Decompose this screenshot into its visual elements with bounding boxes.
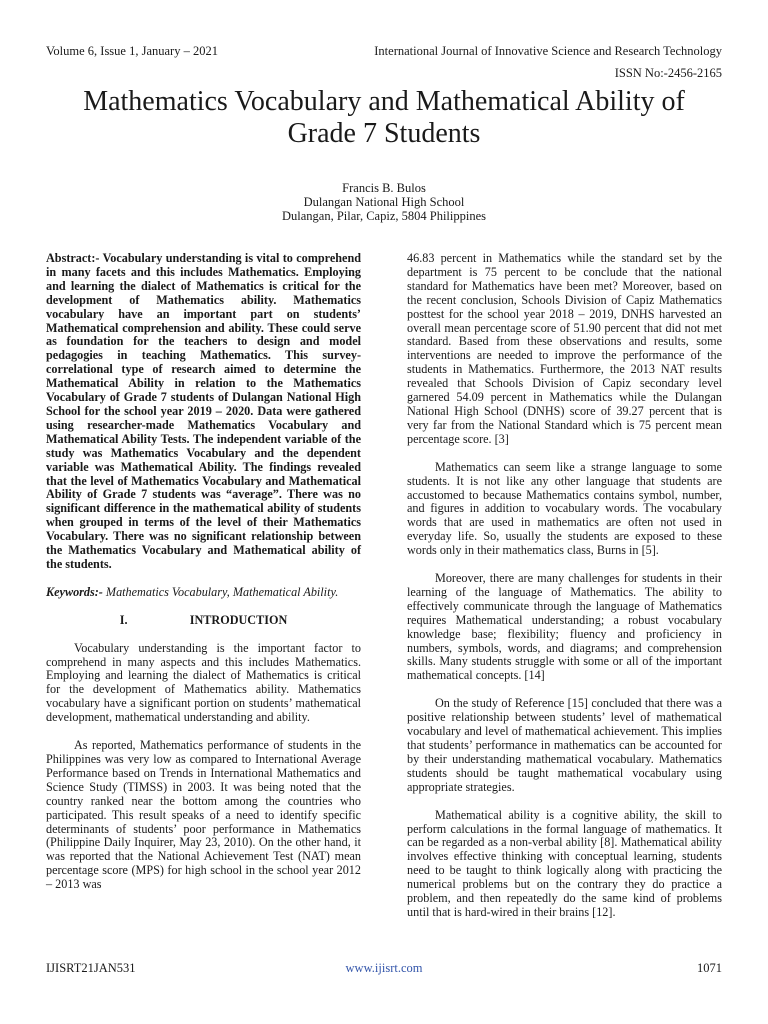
paragraph: Mathematics can seem like a strange language to some students. It is not like any other language that students are accustomed to because Mathematics contains symbol, number, and figures in addition to vocabulary words. The vocabulary words that are used in mathematics are often not used in everyday life. So, usually the students are exposed to these words only in their mathematics class, Burns in [5]. [407, 459, 722, 558]
keywords [46, 586, 361, 600]
paragraph: Mathematical ability is a cognitive ability, the skill to perform calculations in the formal language of mathematics. It can be regarded as a non-verbal ability [8]. Mathematical ability involves effective thinking with conceptual learning, students need to be taught to think logically along with practicing the numerical problems but on the contrary they do practice a problem, and then repeatedly do the same kind of problems until that is hard-wired in their brains [12]. [407, 807, 722, 919]
website-link[interactable]: www.ijisrt.com [345, 961, 423, 975]
abstract-text: :- Vocabulary understanding is vital to comprehend in many facets and this includes Mathematics. Employing and learning the dialect of Mathematics is critical for the development of Mathematics ability. Mathematics vocabulary have an important part on students’ Mathematical comprehension and ability. These could serve as foundation for the teachers to design and model pedagogies in teaching Mathematics. This survey-correlational type of research aimed to determine the Mathematical Ability in relation to the Mathematics Vocabulary of Grade 7 students of Dulangan National High School for the school year 2019 – 2020. Data were gathered using researcher-made Mathematics Vocabulary and Mathematical Ability Tests. The independent variable of the study was Mathematics Vocabulary and the dependent variable was Mathematical Ability. The findings revealed that the level of Mathematics Vocabulary and Mathematical Ability of Grade 7 students was “average”. There was no significant difference in the mathematical ability of students when grouped in terms of the level of their Mathematics Vocabulary. There was no significant relationship between the Mathematics Vocabulary and Mathematical ability of the students. [46, 251, 361, 571]
page-number: 1071 [697, 961, 722, 975]
section-title: INTRODUCTION [189, 612, 288, 627]
article-code: IJISRT21JAN531 [46, 961, 136, 975]
author-block [0, 181, 768, 223]
abstract-label: Abstract [46, 251, 92, 265]
author-school: Dulangan National High School [303, 195, 465, 209]
paragraph: 46.83 percent in Mathematics while the standard set by the department is 75 percent to be conclude that the national standard for Mathematics have been met? Moreover, based on the recent conclusion, Schools Division of Capiz Mathematics posttest for the school year 2018 – 2019, DNHS harvested an overall mean percentage score of 51.90 percent that did not met standard. Based from these observations and results, some interventions are needed to improve the performance of the students in Mathematics. Furthermore, the 2013 NAT results revealed that Schools Division of Capiz secondary level garnered 54.09 percent in Mathematics while the Dulangan National High School (DNHS) score of 39.27 percent that is very far from the National Standard which is 75 percent mean percentage score. [3] [407, 251, 722, 446]
keywords-text: Mathematics Vocabulary, Mathematical Ability. [102, 584, 339, 599]
left-column [46, 252, 361, 906]
author-address: Dulangan, Pilar, Capiz, 5804 Philippines [282, 209, 486, 223]
right-column [407, 252, 722, 934]
abstract [46, 252, 361, 572]
volume-info: Volume 6, Issue 1, January – 2021 [46, 44, 218, 58]
paragraph: As reported, Mathematics performance of students in the Philippines was very low as compared to International Average Performance based on Trends in International Mathematics and Science Study (TIMSS) in 2003. It was being noted that the country ranked near the bottom among the countries who participated. This result speaks of a need to identify specific determinants of students’ poor performance in Mathematics (Philippine Daily Inquirer, May 23, 2010). On the other hand, it was reported that the National Achievement Test (NAT) mean percentage score (MPS) for high school in the school year 2012 – 2013 was [46, 738, 361, 892]
section-heading [46, 614, 361, 628]
author-name: Francis B. Bulos [342, 181, 426, 195]
paragraph: Moreover, there are many challenges for students in their learning of the language of Mathematics. The ability to effectively communicate through the language of Mathematics requires Mathematical understanding; a robust vocabulary knowledge base; flexibility; fluency and proficiency in numbers, symbols, words, and diagrams; and comprehension skills. Many students struggle with some or all of the important mathematical concepts. [14] [407, 571, 722, 683]
footer-website [0, 961, 768, 976]
section-number: I. [119, 612, 128, 627]
keywords-label: Keywords:- [46, 584, 103, 599]
journal-name: International Journal of Innovative Science and Research Technology [374, 44, 722, 58]
paragraph: Vocabulary understanding is the important factor to comprehend in many aspects and this includes Mathematics. Employing and learning the dialect of Mathematics is critical for the development of Mathematics ability. Mathematics vocabulary have a significant portion on students’ mathematical development, mathematical understanding and ability. [46, 640, 361, 725]
paragraph: On the study of Reference [15] concluded that there was a positive relationship between students’ level of mathematical vocabulary and level of mathematical achievement. This implies that students’ performance in mathematics can be accounted for by their understanding mathematical vocabulary. Mathematics students should be taught mathematical vocabulary using appropriate strategies. [407, 696, 722, 794]
issn-number: ISSN No:-2456-2165 [614, 66, 722, 80]
paper-title: Mathematics Vocabulary and Mathematical Ability of Grade 7 Students [83, 86, 685, 149]
